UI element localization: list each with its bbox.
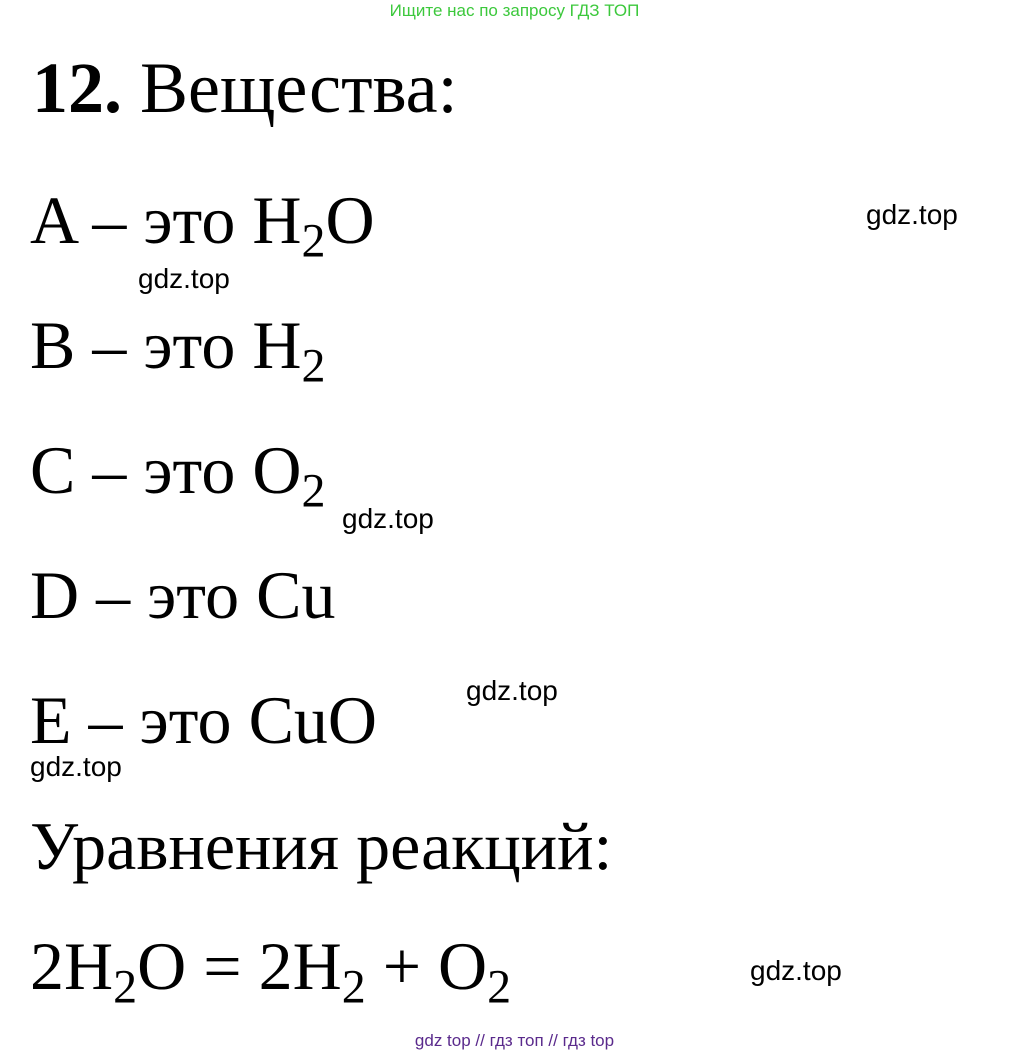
substance-word: это xyxy=(143,307,236,383)
substance-b xyxy=(30,307,326,393)
substance-word: это xyxy=(143,432,236,508)
substance-e xyxy=(30,682,378,758)
watermark: gdz.top xyxy=(342,503,434,534)
task-number: 12. xyxy=(32,48,122,128)
substance-a xyxy=(30,182,375,268)
formula-element: H xyxy=(252,182,302,258)
formula: CuO xyxy=(248,682,378,758)
substance-word: это xyxy=(147,557,240,633)
equation-term: 2H xyxy=(258,928,342,1004)
substance-c xyxy=(30,432,326,518)
watermark: gdz.top xyxy=(466,675,558,706)
dash: – xyxy=(88,682,123,758)
formula-element: O xyxy=(325,182,375,258)
formula-subscript: 2 xyxy=(301,464,326,518)
top-banner[interactable]: Ищите нас по запросу ГДЗ ТОП xyxy=(389,1,640,20)
dash: – xyxy=(92,432,127,508)
formula-subscript: 2 xyxy=(487,960,512,1014)
footer-links[interactable]: gdz top // гдз топ // гдз top xyxy=(414,1031,615,1050)
plus-sign: + xyxy=(382,928,422,1004)
dash: – xyxy=(96,557,131,633)
dash: – xyxy=(92,307,127,383)
substance-d xyxy=(30,557,336,633)
dash: – xyxy=(92,182,127,258)
equals-sign: = xyxy=(203,928,242,1004)
equation-term: O xyxy=(438,928,488,1004)
formula-element: O xyxy=(252,432,302,508)
equation-term: 2H xyxy=(30,928,114,1004)
substance-letter: D xyxy=(30,557,80,633)
substance-letter: E xyxy=(30,682,72,758)
substance-letter: C xyxy=(30,432,76,508)
reactions-heading: Уравнения реакций: xyxy=(30,808,613,884)
formula xyxy=(252,182,375,268)
watermark: gdz.top xyxy=(750,955,842,986)
formula-subscript: 2 xyxy=(341,960,366,1014)
equation-term: O xyxy=(137,928,187,1004)
watermark: gdz.top xyxy=(138,263,230,294)
watermark: gdz.top xyxy=(866,199,958,230)
substance-word: это xyxy=(139,682,232,758)
formula xyxy=(252,307,326,393)
formula-subscript: 2 xyxy=(301,339,326,393)
formula: Cu xyxy=(256,557,336,633)
formula-element: H xyxy=(252,307,302,383)
formula xyxy=(252,432,326,518)
formula-subscript: 2 xyxy=(113,960,138,1014)
task-heading xyxy=(32,48,458,128)
substance-letter: B xyxy=(30,307,76,383)
substance-letter: A xyxy=(30,182,76,258)
watermark: gdz.top xyxy=(30,751,122,782)
formula-subscript: 2 xyxy=(301,214,326,268)
substance-word: это xyxy=(143,182,236,258)
task-title: Вещества: xyxy=(140,48,458,128)
reaction-equation xyxy=(30,928,512,1014)
